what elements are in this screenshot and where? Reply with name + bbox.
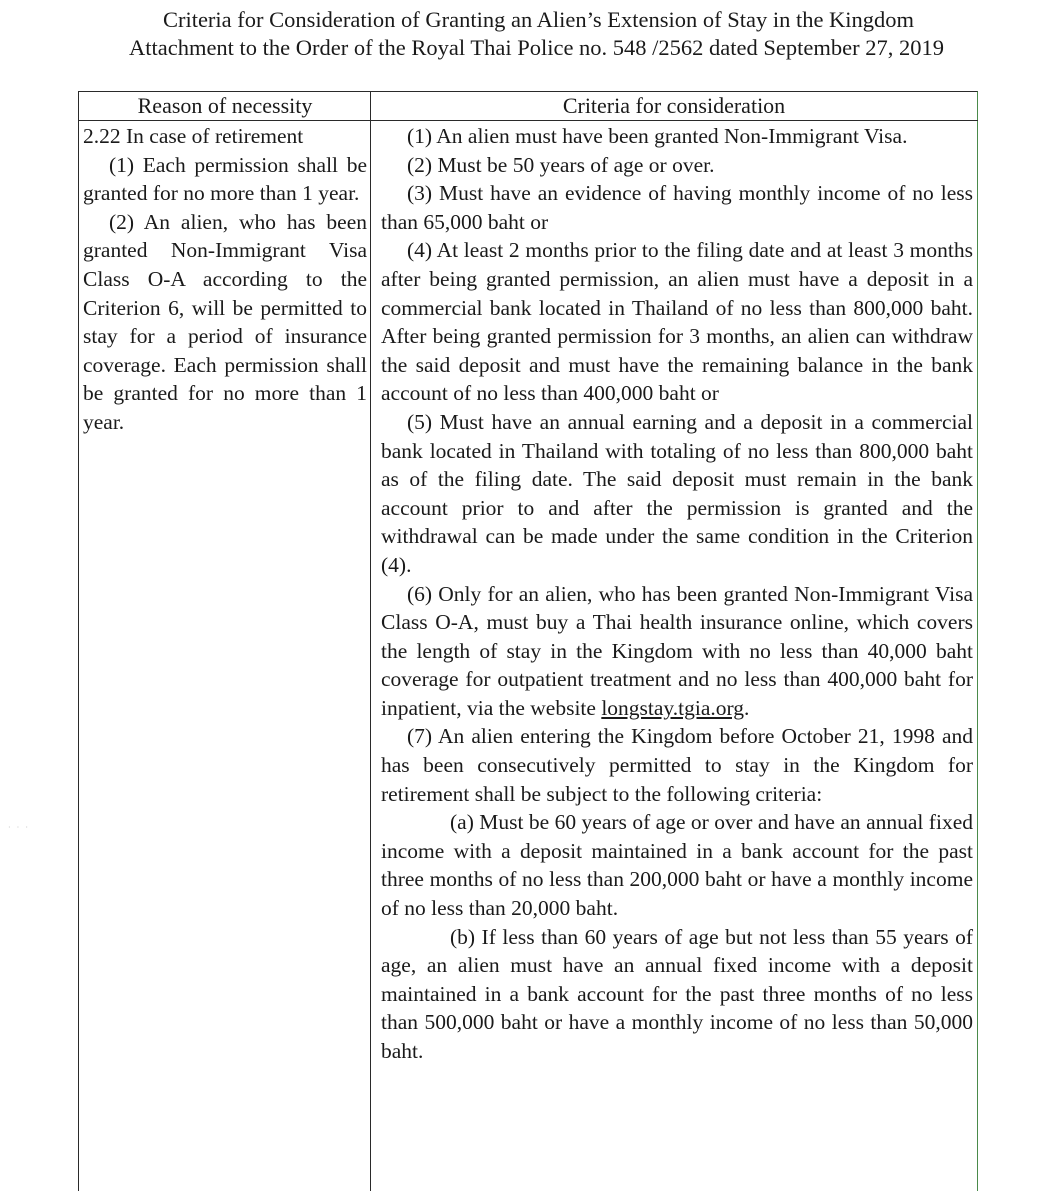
criterion-6-text: (6) Only for an alien, who has been granted Non-Immigrant Visa Class O-A, must buy a Thai health insurance online, which covers the length of stay in the Kingdom with no less than 40,000 baht coverage for outpatient treatment and no less than 400,000 baht for inpatient, via the website [381, 581, 973, 720]
document-subtitle: Attachment to the Order of the Royal Thai Police no. 548 /2562 dated September 27, 2019 [128, 35, 945, 60]
reason-heading: 2.22 In case of retirement [83, 124, 304, 148]
criterion-3: (3) Must have an evidence of having monthly income of no less than 65,000 baht or [381, 181, 973, 234]
reason-item-2: (2) An alien, who has been granted Non-Immigrant Visa Class O-A according to the Criterion 6, will be permitted to stay for a period of insurance coverage. Each permission shall be granted for no more than 1 year. [83, 209, 367, 434]
header-criteria: Criteria for consideration [562, 93, 786, 118]
column-divider [370, 91, 371, 1191]
header-divider [78, 120, 978, 121]
criterion-1: (1) An alien must have been granted Non-Immigrant Visa. [407, 124, 908, 148]
header-reason: Reason of necessity [137, 93, 313, 118]
criterion-7: (7) An alien entering the Kingdom before October 21, 1998 and has been consecutively permitted to stay in the Kingdom for retirement shall be subject to the following criteria: [381, 724, 973, 806]
criterion-7b: (b) If less than 60 years of age but not less than 55 years of age, an alien must have an annual fixed income with a deposit maintained in a bank account for the past three months of no less than 500,000 baht or have a monthly income of no less than 50,000 baht. [381, 924, 973, 1063]
criterion-2: (2) Must be 50 years of age or over. [407, 152, 715, 177]
criterion-4: (4) At least 2 months prior to the filing date and at least 3 months after being granted permission, an alien must have a deposit in a commercial bank located in Thailand of no less than 800,000 baht. After being granted permission for 3 months, an alien can withdraw the said deposit and must have the remaining balance in the bank account of no less than 400,000 baht or [381, 238, 973, 406]
reason-column [83, 122, 367, 437]
criterion-6 [381, 580, 973, 723]
reason-item-1: (1) Each permission shall be granted for no more than 1 year. [83, 152, 367, 206]
insurance-website-link[interactable]: longstay.tgia.org [601, 695, 745, 720]
scan-speck: · · · [8, 823, 30, 832]
document-title: Criteria for Consideration of Granting an Alien’s Extension of Stay in the Kingdom [162, 7, 915, 32]
criterion-5: (5) Must have an annual earning and a deposit in a commercial bank located in Thailand with totaling of no less than 800,000 baht as of the filing date. The said deposit must remain in the bank account prior to and after the permission is granted and the withdrawal can be made under the same condition in the Criterion (4). [381, 409, 973, 577]
criterion-7a: (a) Must be 60 years of age or over and have an annual fixed income with a deposit maintained in a bank account for the past three months of no less than 200,000 baht or have a monthly income of no less than 20,000 baht. [381, 810, 973, 921]
criterion-6-end: . [744, 695, 750, 720]
criteria-column [381, 122, 973, 1066]
